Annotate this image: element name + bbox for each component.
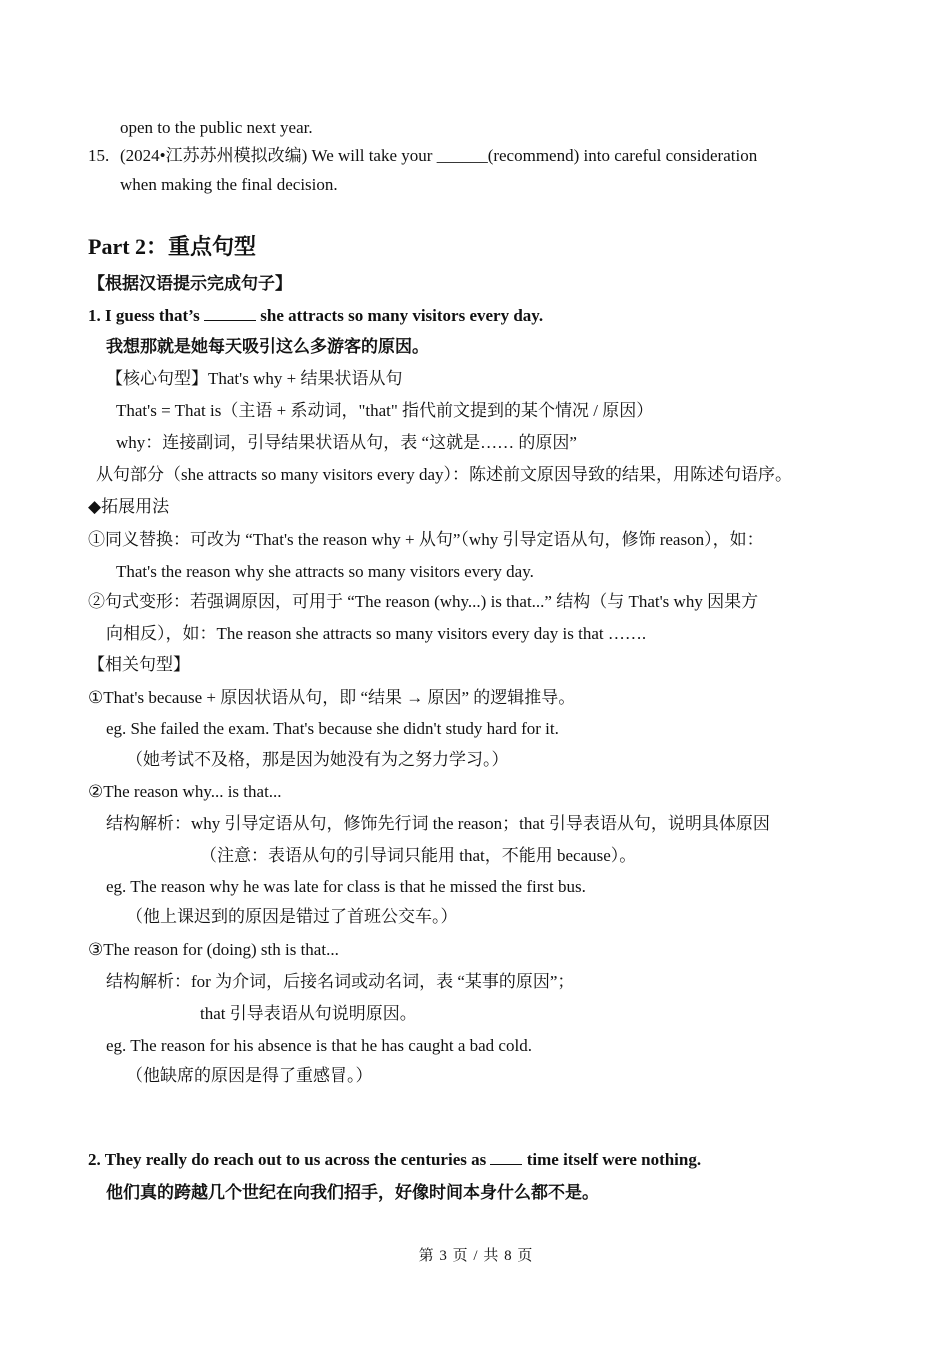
page-footer: 第 3 页 / 共 8 页 [418,1248,534,1264]
related-patterns-title: 【相关句型】 [88,655,190,674]
related-pattern-1: ①That's because + 原因状语从句，即 “结果 → 原因” 的逻辑推导。 [88,688,576,707]
related-pattern-1-example: eg. She failed the exam. That's because she didn't study hard for it. [106,719,559,738]
core-pattern-note-2: why：连接副词，引导结果状语从句，表 “这就是…… 的原因” [116,433,577,452]
related-pattern-3-translation: （他缺席的原因是得了重感冒。） [126,1066,373,1085]
core-pattern-note-1: That's = That is（主语 + 系动词，"that" 指代前文提到的某个情况 / 原因） [116,401,654,420]
extended-usage-title: ◆拓展用法 [88,497,170,516]
question-1-text-a: 1. I guess that’s [88,306,205,325]
exercise-item-15-blank: ______ [436,146,488,165]
extended-usage-2-example: 向相反），如：The reason she attracts so many visitors every day is that ……. [106,624,647,643]
extended-usage-2: ②句式变形：若强调原因，可用于 “The reason (why...) is that...” 结构（与 That's why 因果方 [88,592,759,611]
exercise-item-15-text-b: (recommend) into careful consideration [487,146,758,165]
exercise-line-continued: open to the public next year. [120,118,313,137]
related-pattern-1-translation: （她考试不及格，那是因为她没有为之努力学习。） [126,750,509,769]
related-pattern-3: ③The reason for (doing) sth is that... [88,940,339,959]
question-1-sentence [88,305,543,327]
extended-usage-1: ①同义替换：可改为 “That's the reason why + 从句”（why 引导定语从句，修饰 reason），如： [88,530,764,549]
exercise-item-15-text-a: (2024•江苏苏州模拟改编) We will take your [120,146,437,165]
question-2-translation: 他们真的跨越几个世纪在向我们招手，好像时间本身什么都不是。 [106,1183,599,1202]
exercise-item-15-text-c: when making the final decision. [120,175,338,194]
question-1-text-b: she attracts so many visitors every day. [256,306,544,325]
question-1-blank [204,306,256,321]
related-pattern-3-note: that 引导表语从句说明原因。 [200,1004,417,1023]
related-pattern-3-example: eg. The reason for his absence is that he has caught a bad cold. [106,1036,532,1055]
related-pattern-2-example: eg. The reason why he was late for class is that he missed the first bus. [106,877,586,896]
exercise-item-15-number: 15. [88,146,110,165]
part2-title: Part 2：重点句型 [88,234,257,259]
related-pattern-2-note: （注意：表语从句的引导词只能用 that，不能用 because）。 [200,846,637,865]
extended-usage-1-example: That's the reason why she attracts so many visitors every day. [116,562,534,581]
part2-instruction: 【根据汉语提示完成句子】 [88,274,292,293]
related-pattern-2-analysis: 结构解析：why 引导定语从句，修饰先行词 the reason；that 引导表语从句，说明具体原因 [106,814,770,833]
question-2-text-b: time itself were nothing. [522,1150,702,1169]
related-pattern-3-analysis: 结构解析：for 为介词，后接名词或动名词，表 “某事的原因”； [106,972,575,991]
question-1-translation: 我想那就是她每天吸引这么多游客的原因。 [106,337,429,356]
core-pattern-title: 【核心句型】That's why + 结果状语从句 [106,369,403,388]
question-2-sentence [88,1149,701,1171]
core-pattern-note-3: 从句部分（she attracts so many visitors every day）：陈述前文原因导致的结果，用陈述句语序。 [96,465,792,484]
related-pattern-2-translation: （他上课迟到的原因是错过了首班公交车。） [126,907,458,926]
related-pattern-2: ②The reason why... is that... [88,782,282,801]
question-2-text-a: 2. They really do reach out to us across the centuries as [88,1150,491,1169]
exercise-item-15-line [120,145,757,167]
question-2-blank [490,1150,522,1165]
